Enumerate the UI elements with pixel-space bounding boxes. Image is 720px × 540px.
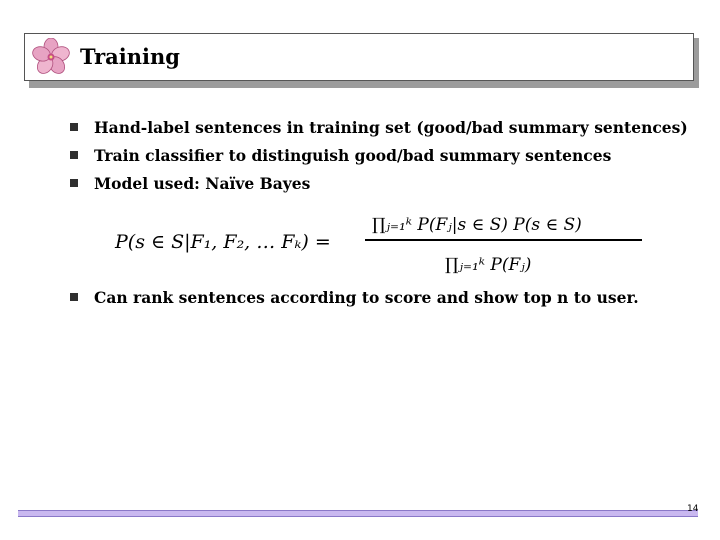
slide-title: Training: [80, 44, 180, 69]
bullet-item: [70, 144, 700, 172]
bullet-text: Train classifier to distinguish good/bad summary sentences: [94, 146, 612, 165]
square-bullet-icon: [70, 179, 78, 187]
bullet-item: [70, 172, 700, 200]
footer-bar: [18, 510, 698, 517]
bullet-text: Model used: Naïve Bayes: [94, 174, 311, 193]
formula-numerator: ∏ⱼ₌₁ᵏ P(Fⱼ|s ∈ S) P(s ∈ S): [372, 215, 582, 235]
square-bullet-icon: [70, 123, 78, 131]
title-box: [24, 33, 694, 81]
square-bullet-icon: [70, 293, 78, 301]
page-number: 14: [687, 504, 699, 514]
bullet-text: Hand-label sentences in training set (good/bad summary sentences): [94, 118, 688, 137]
formula-lhs: P(s ∈ S|F₁, F₂, … Fₖ) =: [115, 231, 331, 253]
bullet-item: [70, 116, 700, 144]
formula-denominator: ∏ⱼ₌₁ᵏ P(Fⱼ): [445, 255, 532, 275]
bullet-list: [70, 116, 700, 200]
square-bullet-icon: [70, 151, 78, 159]
cherry-blossom-logo: [31, 38, 71, 76]
naive-bayes-formula: [110, 200, 650, 280]
bullet-text: Can rank sentences according to score and show top n to user.: [94, 288, 639, 307]
